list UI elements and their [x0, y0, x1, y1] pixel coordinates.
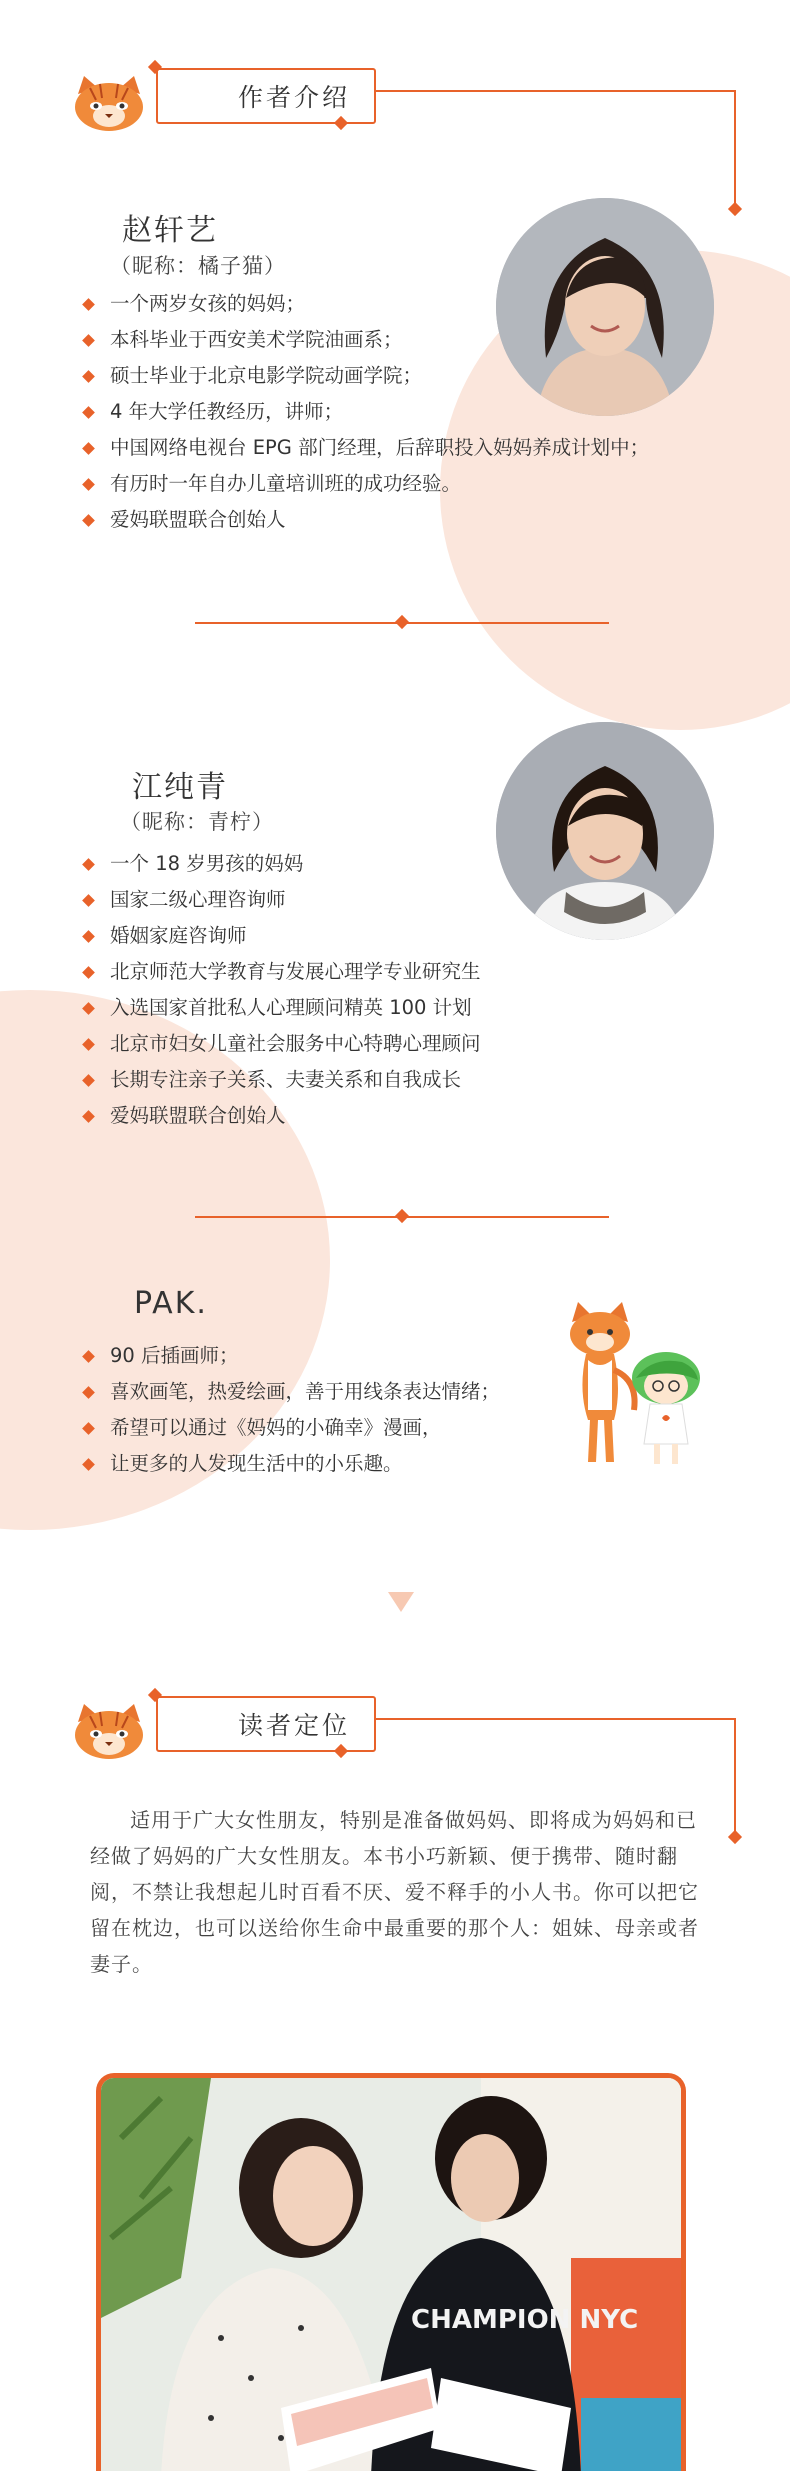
author-name: 赵轩艺 — [122, 213, 218, 248]
list-item: 希望可以通过《妈妈的小确幸》漫画， — [80, 1410, 500, 1446]
list-item: 4 年大学任教经历，讲师； — [80, 394, 649, 430]
down-arrow-icon — [388, 1592, 414, 1612]
list-item: 硕士毕业于北京电影学院动画学院； — [80, 358, 649, 394]
author-section-title: 作者介绍 — [238, 83, 351, 112]
reader-section-title-box — [156, 1696, 376, 1752]
list-item: 爱妈联盟联合创始人 — [80, 502, 649, 538]
list-item: 长期专注亲子关系、夫妻关系和自我成长 — [80, 1062, 481, 1098]
girl-illustration — [622, 1348, 710, 1466]
list-item: 本科毕业于西安美术学院油画系； — [80, 322, 649, 358]
list-item: 入选国家首批私人心理顾问精英 100 计划 — [80, 990, 481, 1026]
list-item: 喜欢画笔，热爱绘画，善于用线条表达情绪； — [80, 1374, 500, 1410]
list-item: 北京市妇女儿童社会服务中心特聘心理顾问 — [80, 1026, 481, 1062]
list-item: 一个 18 岁男孩的妈妈 — [80, 846, 481, 882]
author-bullet-list — [80, 286, 649, 538]
author-section-header — [70, 66, 740, 226]
author-portrait — [496, 722, 714, 940]
section-divider — [195, 1216, 609, 1218]
list-item: 婚姻家庭咨询师 — [80, 918, 481, 954]
cat-head-icon — [70, 1702, 148, 1762]
author-nickname: （昵称：橘子猫） — [110, 254, 286, 278]
reading-photo — [96, 2073, 686, 2471]
list-item: 爱妈联盟联合创始人 — [80, 1098, 481, 1134]
list-item: 有历时一年自办儿童培训班的成功经验。 — [80, 466, 649, 502]
reader-description: 适用于广大女性朋友，特别是准备做妈妈、即将成为妈妈和已经做了妈妈的广大女性朋友。本书小巧新颖、便于携带、随时翻阅，不禁让我想起儿时百看不厌、爱不释手的小人书。你可以把它留在枕边，也可以送给你生命中最重要的那个人：姐妹、母亲或者妻子。 — [90, 1808, 699, 1976]
author-bullet-list — [80, 846, 481, 1134]
list-item: 让更多的人发现生活中的小乐趣。 — [80, 1446, 500, 1482]
list-item: 国家二级心理咨询师 — [80, 882, 481, 918]
author-bullet-list — [80, 1338, 500, 1482]
cat-head-icon — [70, 74, 148, 134]
list-item: 一个两岁女孩的妈妈； — [80, 286, 649, 322]
author-nickname: （昵称：青柠） — [120, 810, 274, 834]
reader-section-title: 读者定位 — [238, 1711, 351, 1740]
author-name: PAK. — [134, 1286, 208, 1321]
shirt-text: CHAMPION NYC — [411, 2305, 639, 2335]
list-item: 90 后插画师； — [80, 1338, 500, 1374]
author-name: 江纯青 — [132, 770, 228, 805]
list-item: 北京师范大学教育与发展心理学专业研究生 — [80, 954, 481, 990]
author-section-title-box — [156, 68, 376, 124]
section-divider — [195, 622, 609, 624]
list-item: 中国网络电视台 EPG 部门经理，后辞职投入妈妈养成计划中； — [80, 430, 649, 466]
